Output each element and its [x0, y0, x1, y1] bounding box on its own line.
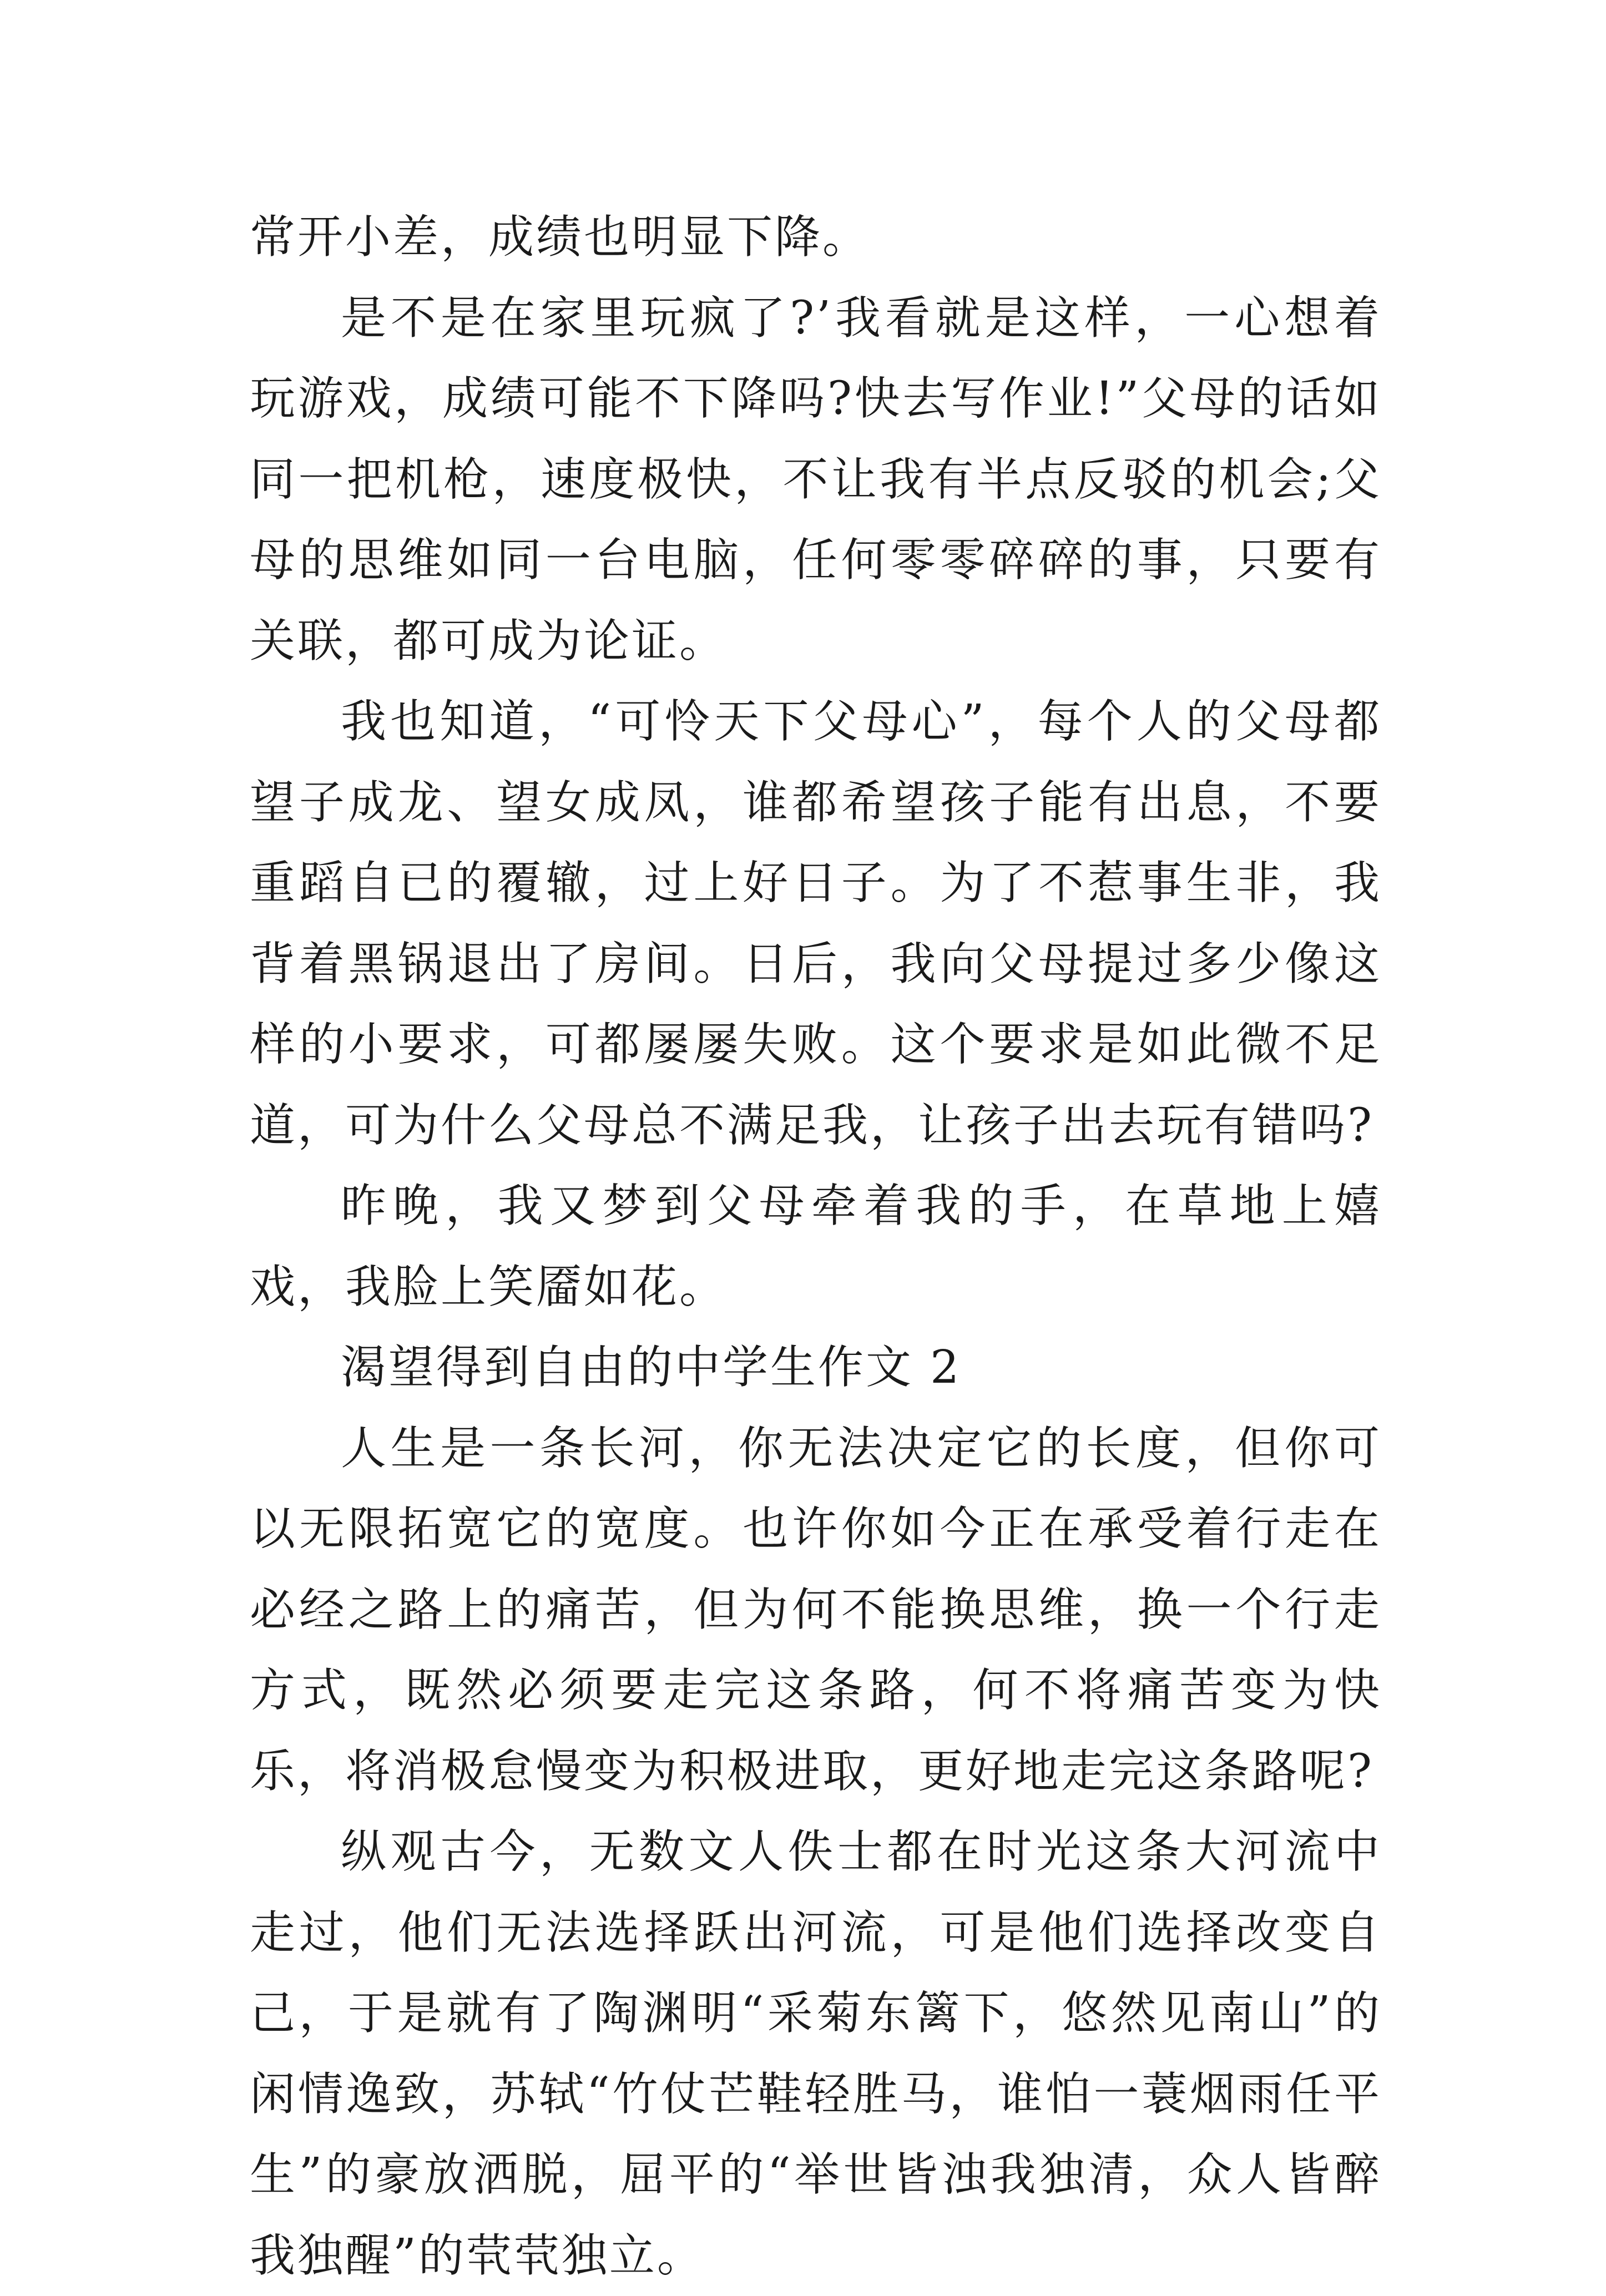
paragraph-parents-heart: 我也知道，“可怜天下父母心”，每个人的父母都望子成龙、望女成凤，谁都希望孩子能有出息，不要重蹈自已的覆辙，过上好日子。为了不惹事生非，我背着黑锅退出了房间。日后，我向父母提过多少像这样的小要求，可都屡屡失败。这个要求是如此微不足道，可为什么父母总不满足我，让孩子出去玩有错吗? — [250, 695, 1382, 1152]
paragraph-life-river: 人生是一条长河，你无法决定它的长度，但你可以无限拓宽它的宽度。也许你如今正在承受着行走在必经之路上的痛苦，但为何不能换思维，换一个行走方式，既然必须要走完这条路，何不将痛苦变为快乐，将消极怠慢变为积极进取，更好地走完这条路呢? — [250, 1422, 1382, 1798]
paragraph-ancient-scholars: 纵观古今，无数文人佚士都在时光这条大河流中走过，他们无法选择跃出河流，可是他们选择改变自己，于是就有了陶渊明“采菊东篱下，悠然见南山”的闲情逸致，苏轼“竹仗芒鞋轻胜马，谁怕一蓑烟雨任平生”的豪放洒脱，屈平的“举世皆浊我独清，众人皆醉我独醒”的茕茕独立。 — [250, 1825, 1382, 2282]
paragraph-dream: 昨晚，我又梦到父母牵着我的手，在草地上嬉戏，我脸上笑靥如花。 — [250, 1180, 1382, 1313]
document-body — [250, 197, 1382, 2296]
paragraph-parents-scolding: 是不是在家里玩疯了?’我看就是这样，一心想着玩游戏，成绩可能不下降吗?快去写作业!”父母的话如同一把机枪，速度极快，不让我有半点反驳的机会;父母的思维如同一台电脑，任何零零碎碎的事，只要有关联，都可成为论证。 — [250, 291, 1382, 667]
essay-title: 渴望得到自由的中学生作文 2 — [341, 1341, 962, 1394]
paragraph-continuation: 常开小差，成绩也明显下降。 — [250, 211, 871, 264]
